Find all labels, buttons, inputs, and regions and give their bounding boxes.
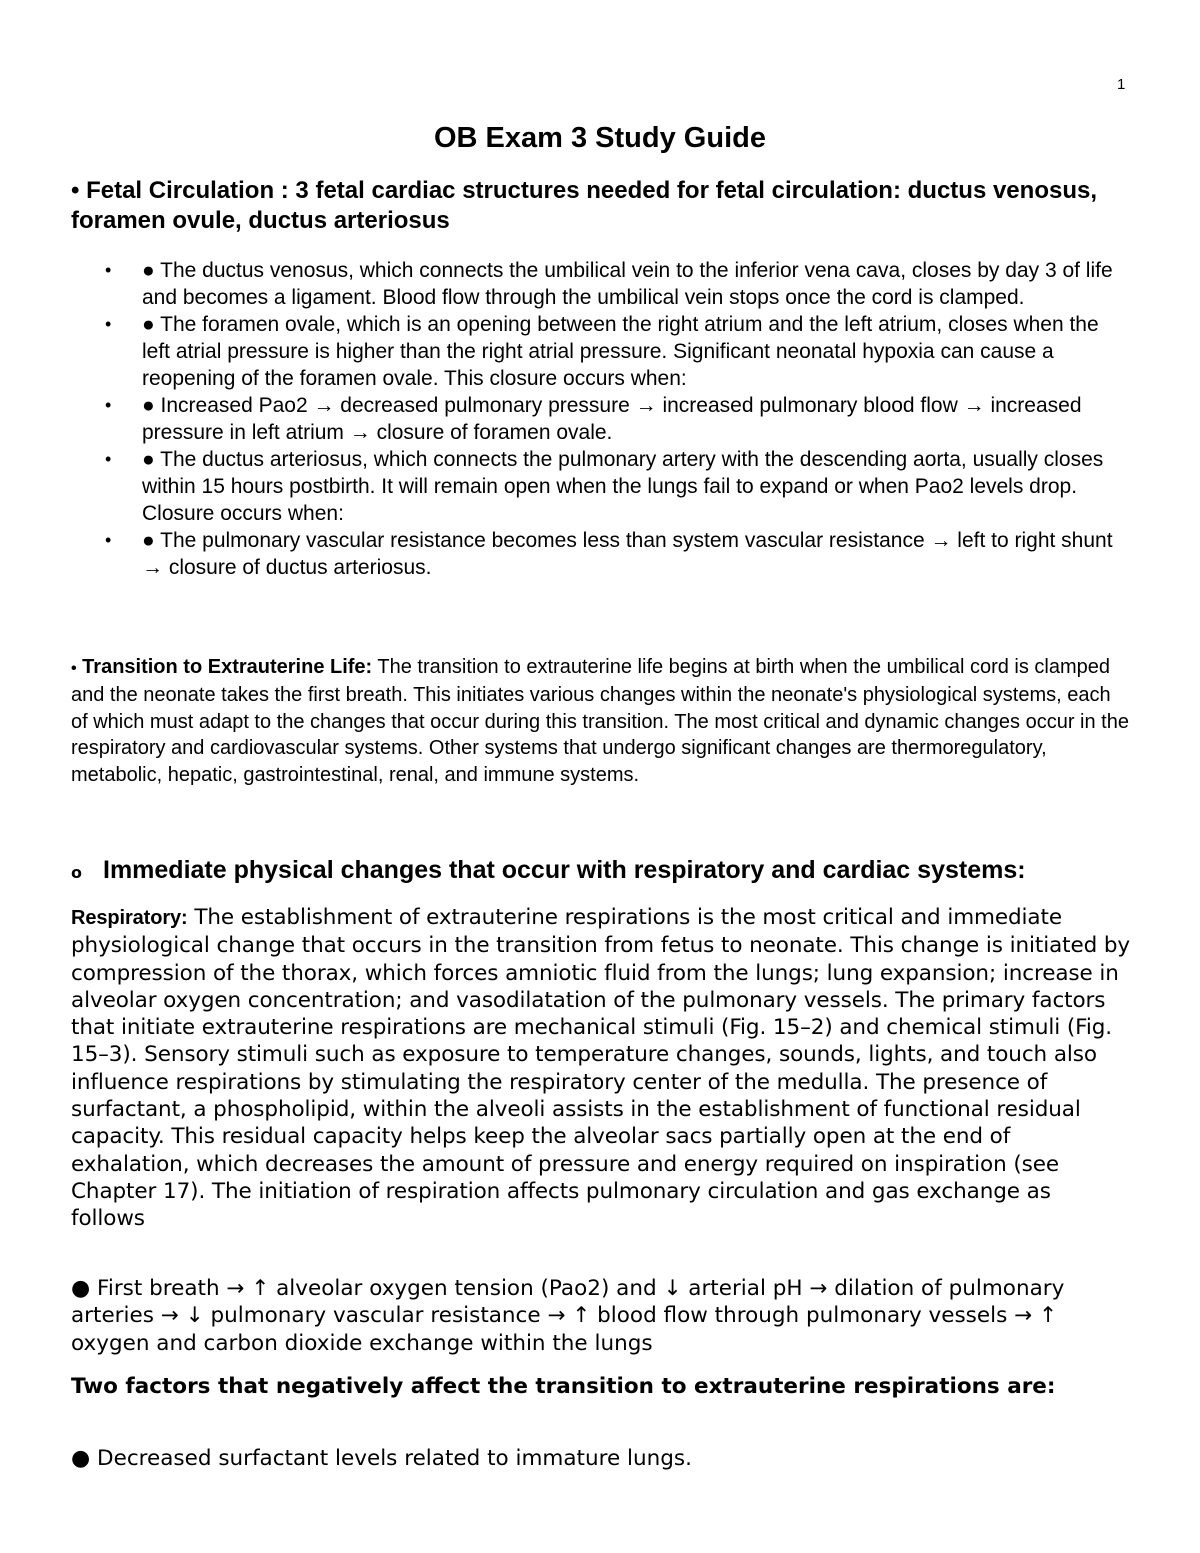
list-item (105, 257, 1125, 311)
bullet-icon: ● (71, 1446, 91, 1471)
transition-text: The transition to extrauterine life begins at birth when the umbilical cord is clamped and the neonate takes the first breath. This initiates various changes within the neonate's physiological systems, each of which must adapt to the changes that occur during this transition. The most critical and dynamic changes occur in the respiratory and cardiovascular systems. Other systems that undergo significant changes are thermoregulatory, metabolic, hepatic, gastrointestinal, renal, and immune systems. (71, 656, 1129, 786)
bullet-icon: • (105, 314, 112, 334)
immediate-changes-heading (71, 856, 1151, 885)
first-breath-text: First breath → ↑ alveolar oxygen tension (Pao2) and ↓ arterial pH → dilation of pulmonary arteries → ↓ pulmonary vascular resistance → ↑ blood flow through pulmonary vessels → ↑ oxygen and carbon dioxide exchange within the lungs (71, 1276, 1065, 1356)
list-item-text: ● The ductus arteriosus, which connects the pulmonary artery with the descending aorta, usually closes within 15 hours postbirth. It will remain open when the lungs fail to expand or when Pao2 levels drop. Closure occurs when: (142, 448, 1104, 525)
list-item (105, 527, 1125, 581)
respiratory-paragraph (71, 904, 1131, 1233)
transition-bullet: • (71, 660, 77, 677)
bullet-icon: • (105, 449, 112, 469)
page-title: OB Exam 3 Study Guide (434, 122, 766, 154)
bullet-icon: ● (71, 1276, 91, 1301)
negative-factor-text: Decreased surfactant levels related to immature lungs. (90, 1446, 692, 1471)
list-item (105, 446, 1125, 527)
list-item (105, 311, 1125, 392)
fetal-circulation-list (105, 257, 1125, 581)
list-item-text: ● The pulmonary vascular resistance becomes less than system vascular resistance → left to right shunt → closure of ductus arteriosus. (142, 529, 1113, 579)
first-breath-item (71, 1275, 1131, 1357)
circle-bullet-icon: o (71, 863, 82, 882)
immediate-changes-heading-text: Immediate physical changes that occur with respiratory and cardiac systems: (103, 856, 1026, 884)
fetal-circulation-heading-text: Fetal Circulation : 3 fetal cardiac structures needed for fetal circulation: ductus venosus, foramen ovule, ductus arteriosus (71, 177, 1097, 234)
transition-label: Transition to Extrauterine Life: (82, 656, 373, 678)
respiratory-label: Respiratory: (71, 907, 188, 929)
bullet-icon: • (105, 395, 112, 415)
negative-factor-item (71, 1445, 1131, 1472)
page-number: 1 (1117, 76, 1126, 93)
fetal-circulation-heading (71, 176, 1131, 236)
list-item (105, 392, 1125, 446)
respiratory-text: The establishment of extrauterine respirations is the most critical and immediate physiological change that occurs in the transition from fetus to neonate. This change is initiated by compression of the thorax, which forces amniotic fluid from the lungs; lung expansion; increase in alveolar oxygen concentration; and vasodilatation of the pulmonary vessels. The primary factors that initiate extrauterine respirations are mechanical stimuli (Fig. 15–2) and chemical stimuli (Fig. 15–3). Sensory stimuli such as exposure to temperature changes, sounds, lights, and touch also influence respirations by stimulating the respiratory center of the medulla. The presence of surfactant, a phospholipid, within the alveoli assists in the establishment of functional residual capacity. This residual capacity helps keep the alveolar sacs partially open at the end of exhalation, which decreases the amount of pressure and energy required on inspiration (see Chapter 17). The initiation of respiration affects pulmonary circulation and gas exchange as follows (71, 905, 1131, 1232)
heading-bullet: • (71, 177, 80, 204)
list-item-text: ● The ductus venosus, which connects the umbilical vein to the inferior vena cava, closes by day 3 of life and becomes a ligament. Blood flow through the umbilical vein stops once the cord is clamped. (142, 259, 1113, 309)
list-item-text: ● The foramen ovale, which is an opening between the right atrium and the left atrium, closes when the left atrial pressure is higher than the right atrial pressure. Significant neonatal hypoxia can cause a reopening of the foramen ovale. This closure occurs when: (142, 313, 1099, 390)
bullet-icon: • (105, 530, 112, 550)
negative-factors-heading: Two factors that negatively affect the transition to extrauterine respirations are: (71, 1374, 1056, 1399)
transition-paragraph (71, 654, 1131, 788)
list-item-text: ● Increased Pao2 → decreased pulmonary pressure → increased pulmonary blood flow → increased pressure in left atrium → closure of foramen ovale. (142, 394, 1082, 444)
bullet-icon: • (105, 260, 112, 280)
